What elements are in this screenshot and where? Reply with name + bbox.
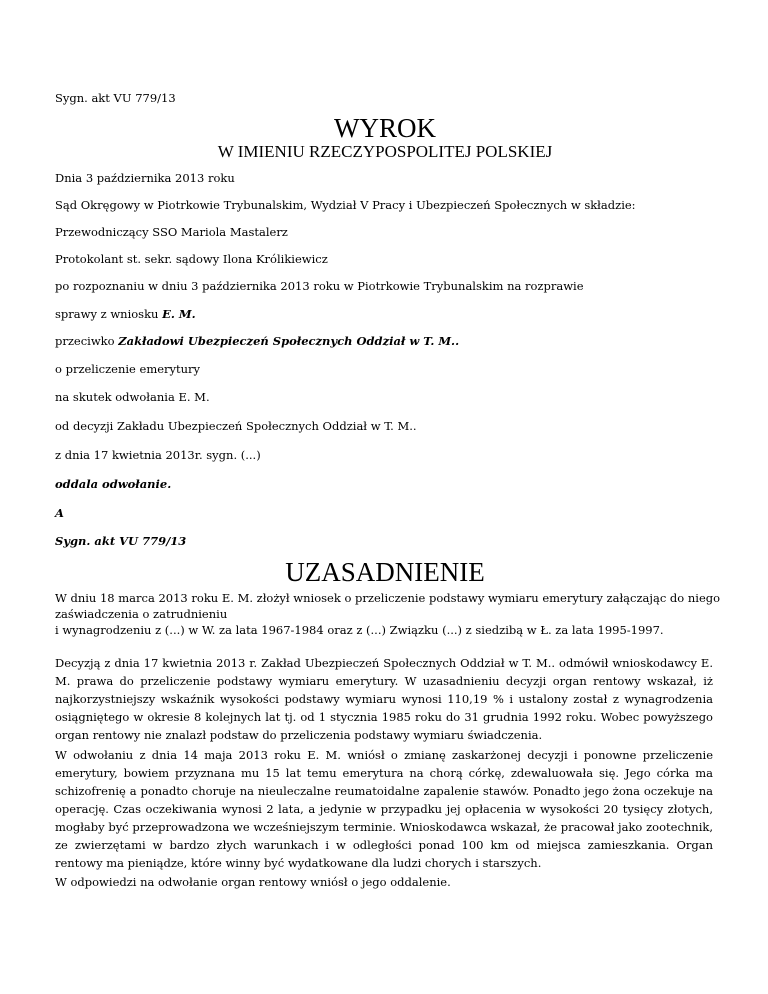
presiding-judge: Przewodniczący SSO Mariola Mastalerz [55,225,288,239]
appealed-decision: od decyzji Zakładu Ubezpieczeń Społecznych Oddział w T. M.. [55,419,417,433]
para1-line2: zaświadczenia o zatrudnieniu [55,607,228,621]
judgment-date: Dnia 3 października 2013 roku [55,171,235,185]
section-marker: A [55,506,64,520]
case-prefix: sprawy z wniosku [55,307,163,321]
decision-date: z dnia 17 kwietnia 2013r. sygn. (...) [55,448,261,462]
court-clerk: Protokolant st. sekr. sądowy Ilona Królikiewicz [55,252,328,266]
case-signature-2: Sygn. akt VU 779/13 [55,534,187,548]
case-signature: Sygn. akt VU 779/13 [55,91,176,105]
verdict: oddala odwołanie. [55,477,172,491]
paragraph-decision: Decyzją z dnia 17 kwietnia 2013 r. Zakład Ubezpieczeń Społecznych Oddział w T. M.. odmówił wnioskodawcy E. M. prawa do przeliczenie podstawy wymiaru emerytury. W uzasadnieniu decyzji organ rentowy wskazał, iż najkorzystniejszy wskaźnik wysokości podstawy wymiaru wynosi 110,19 % i ustalony został z wynagrodzenia osiągniętego w okresie 8 kolejnych lat tj. od 1 stycznia 1985 roku do 31 grudnia 1992 roku. Wobec powyższego organ rentowy nie znalazł podstaw do przeliczenia podstawy wymiaru świadczenia. [55,656,713,742]
paragraph-response: W odpowiedzi na odwołanie organ rentowy wniósł o jego oddalenie. [55,875,451,889]
para1-line1: W dniu 18 marca 2013 roku E. M. złożył wniosek o przeliczenie podstawy wymiaru emerytury załączając do niego [55,591,721,605]
court-composition: Sąd Okręgowy w Piotrkowie Trybunalskim, Wydział V Pracy i Ubezpieczeń Społecznych w składzie: [55,198,636,212]
judgment-title: WYROK [334,113,436,143]
against-prefix: przeciwko [55,334,119,348]
respondent-name: Zakładowi Ubezpieczeń Społecznych Oddział w T. M.. [118,334,460,348]
applicant-name: E. M. [162,307,196,321]
case-applicant-line [55,306,196,322]
justification-title: UZASADNIENIE [285,557,485,587]
case-subject: o przeliczenie emerytury [55,362,201,376]
paragraph-appeal: W odwołaniu z dnia 14 maja 2013 roku E. M. wniósł o zmianę zaskarżonej decyzji i ponowne przeliczenie emerytury, bowiem przyznana mu 15 lat temu emerytura na chorą córkę, zdewaluowała się. Jego córka ma schizofrenię a ponadto choruje na nieuleczalne reumatoidalne zapalenie stawów. Ponadto jego żona oczekuje na operację. Czas oczekiwania wynosi 2 lata, a jedynie w przypadku jej opłacenia w wysokości 20 tysięcy złotych, mogłaby być przeprowadzona we wcześniejszym terminie. Wnioskodawca wskazał, że pracował jako zootechnik, ze zwierzętami w bardzo złych warunkach i w odległości ponad 100 km od miejsca zamieszkania. Organ rentowy ma pieniądze, które winny być wydatkowane dla ludzi chorych i starszych. [55,748,713,870]
para1-line3: i wynagrodzeniu z (...) w W. za lata 1967-1984 oraz z (...) Związku (...) z siedzibą w Ł. za lata 1995-1997. [55,623,664,637]
hearing-info: po rozpoznaniu w dniu 3 października 2013 roku w Piotrkowie Trybunalskim na rozprawie [55,279,584,293]
respondent-line [55,333,459,349]
appeal-line: na skutek odwołania E. M. [55,390,210,404]
judgment-subtitle: W IMIENIU RZECZYPOSPOLITEJ POLSKIEJ [217,142,553,161]
